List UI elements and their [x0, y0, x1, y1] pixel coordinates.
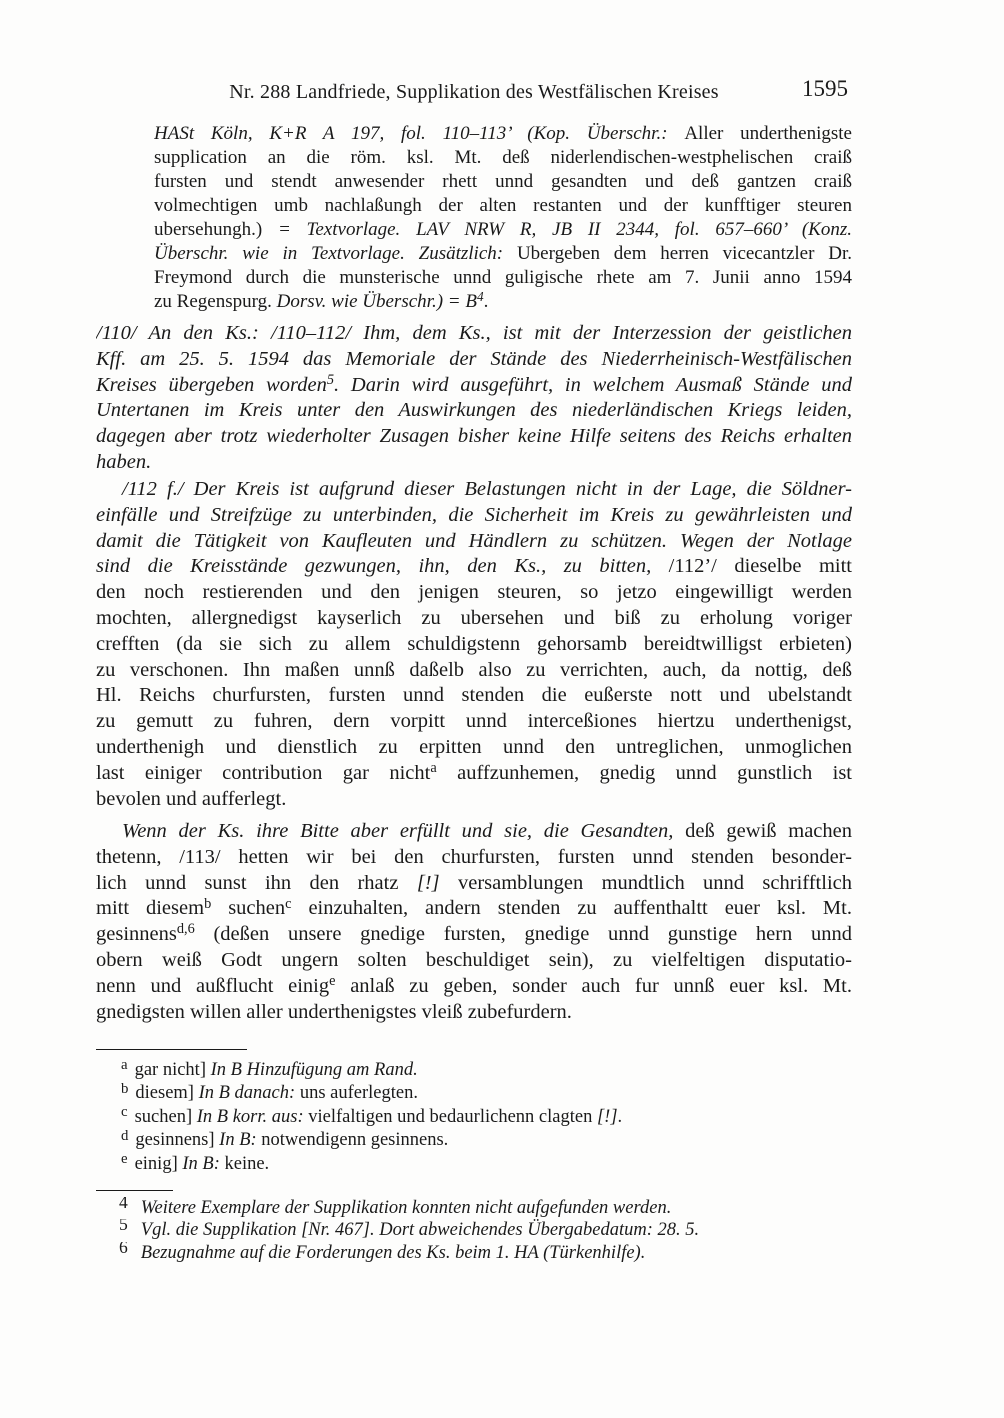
superscript-marker: d,6: [176, 922, 195, 938]
text-line: [96, 398, 852, 424]
text-segment: zu Regenspurg.: [154, 291, 277, 312]
running-title: Nr. 288 Landfriede, Supplikation des Westfälischen Kreises: [229, 81, 719, 103]
text-line: [96, 503, 852, 529]
text-line: [96, 632, 852, 658]
text-segment: Hl. Reichs churfursten, fursten unnd stenden die eußerste nott und ubelstandt: [96, 684, 852, 707]
text-line: [96, 1153, 852, 1176]
text-segment: In B:: [182, 1153, 225, 1174]
text-line: [96, 787, 852, 813]
text-line: [154, 290, 852, 314]
text-segment: Dorsv. wie Überschr.) = B: [276, 291, 477, 312]
superscript-marker: 6: [119, 1241, 128, 1257]
text-line: [154, 122, 852, 146]
text-segment: crefften (da sie sich zu allem schuldigstenn gehorsamb bereidtwilligst erbieten): [96, 632, 852, 655]
text-line: [96, 1219, 852, 1241]
text-line: [154, 266, 852, 290]
text-segment: (deßen unsere gnedige fursten, gnedige unnd gunstige hern unnd: [194, 923, 852, 946]
superscript-marker: 4: [119, 1197, 128, 1212]
text-line: [96, 1106, 852, 1129]
superscript-marker: e: [329, 973, 336, 989]
text-segment: suchen]: [134, 1106, 197, 1127]
text-line: [96, 896, 852, 922]
text-segment: nenn und außflucht einig: [96, 974, 330, 997]
text-line: [154, 170, 852, 194]
text-segment: Vgl. die Supplikation [Nr. 467]. Dort abweichendes Übergabedatum: 28. 5.: [140, 1220, 700, 1241]
text-line: [96, 974, 852, 1000]
text-segment: HASt Köln, K+R A 197, fol. 110–113’ (Kop. Überschr.:: [154, 123, 685, 144]
text-line: [96, 819, 852, 845]
text-line: [96, 709, 852, 735]
superscript-marker: 5: [119, 1219, 128, 1235]
text-segment: einzuhalten, andern stenden zu auffenthaltt euer ksl. Mt.: [291, 897, 852, 920]
text-segment: gar nicht]: [134, 1060, 211, 1080]
text-line: [96, 658, 852, 684]
text-line: [96, 922, 852, 948]
block-petition: [96, 477, 852, 812]
text-segment: .: [483, 291, 489, 312]
text-line: [96, 529, 852, 555]
text-segment: [!]: [596, 1106, 618, 1127]
text-segment: /112 f./ Der Kreis ist aufgrund dieser Belastungen nicht in der Lage, die Söldner-: [122, 478, 852, 500]
text-segment: /112’/ dieselbe mitt: [668, 555, 852, 578]
text-segment: Bezugnahme auf die Forderungen des Ks. beim 1. HA (Türkenhilfe).: [140, 1242, 646, 1263]
text-segment: dagegen aber trotz wiederholter Zusagen bisher keine Hilfe seitens des Reichs erhalten: [96, 425, 852, 448]
text-segment: vielfaltigen und bedaurlichenn clagten: [308, 1106, 597, 1127]
text-segment: In B korr. aus:: [196, 1106, 309, 1127]
text-segment: zu gemutt zu fuhren, dern vorpitt unnd interceßiones hiertzu underthenigst,: [96, 710, 852, 733]
text-segment: volmechtigen umb nachlaßungh der alten restanten und der kunfftiger steuren: [154, 195, 852, 216]
text-segment: In B:: [219, 1130, 262, 1151]
footnote-separator-rule-numbers: [96, 1190, 173, 1191]
text-line: [96, 683, 852, 709]
text-line: [154, 218, 852, 242]
text-segment: bevolen und aufferlegt.: [96, 787, 287, 810]
text-line: [96, 1129, 852, 1152]
text-segment: [!]: [416, 871, 440, 894]
text-line: [154, 242, 852, 266]
text-segment: Kff. am 25. 5. 1594 das Memoriale der Stände des Niederrheinisch-Westfälischen: [96, 347, 852, 370]
text-segment: haben.: [96, 450, 152, 473]
text-segment: Aller underthenigste: [684, 123, 852, 144]
text-segment: gesinnens: [96, 923, 177, 946]
text-segment: damit die Tätigkeit von Kaufleuten und Händlern zu schützen. Wegen der Notlage: [96, 529, 852, 552]
superscript-marker: a: [430, 760, 437, 776]
text-line: [96, 761, 852, 787]
text-line: [96, 477, 852, 503]
text-segment: lich unnd sunst ihn den rhatz: [96, 871, 417, 894]
superscript-marker: a: [121, 1059, 128, 1074]
text-segment: Wenn der Ks. ihre Bitte aber erfüllt und sie, die Gesandten,: [122, 820, 686, 842]
text-segment: mitt diesem: [96, 897, 205, 920]
text-segment: versamblungen mundtlich unnd schrifftlich: [439, 871, 852, 894]
text-segment: uns auferlegten.: [299, 1083, 418, 1104]
text-segment: Überschr. wie in Textvorlage. Zusätzlich:: [154, 243, 517, 264]
text-line: [154, 194, 852, 218]
superscript-marker: c: [121, 1105, 128, 1121]
text-segment: diesem]: [135, 1083, 199, 1104]
text-segment: thetenn, /113/ hetten wir bei den churfursten, fursten unnd stenden besonder-: [96, 845, 852, 868]
superscript-marker: 5: [326, 372, 334, 388]
block-source-note: [96, 122, 852, 314]
text-line: [96, 1197, 852, 1219]
block-footnotes-letters: [96, 1059, 852, 1176]
text-line: [96, 948, 852, 974]
text-segment: In B Hinzufügung am Rand.: [210, 1060, 418, 1080]
text-segment: mochten, allergnedigst kayserlich zu ubersehen und biß zu erholung voriger: [96, 606, 852, 629]
text-line: [96, 735, 852, 761]
text-line: [96, 1000, 852, 1026]
text-segment: Kreises übergeben worden: [96, 373, 327, 396]
text-line: [96, 580, 852, 606]
text-segment: Weitere Exemplare der Supplikation konnten nicht aufgefunden werden.: [140, 1198, 672, 1218]
text-segment: obern weiß Godt ungern solten beschuldiget sein), zu vielfeltigen disputatio-: [96, 948, 852, 971]
text-segment: auffzunhemen, gnedig unnd gunstlich ist: [436, 761, 852, 784]
text-segment: einig]: [134, 1153, 183, 1174]
text-segment: keine.: [224, 1153, 270, 1174]
block-summary: [96, 321, 852, 476]
text-segment: /110/ An den Ks.: /110–112/ Ihm, dem Ks., ist mit der Interzession der geistlichen: [96, 322, 852, 344]
text-line: [96, 373, 852, 399]
text-segment: notwendigenn gesinnens.: [261, 1130, 449, 1151]
text-segment: einfälle und Streifzüge zu unterbinden, die Sicherheit im Kreis zu gewährleisten und: [96, 503, 852, 526]
text-segment: deß gewiß machen: [685, 820, 852, 842]
text-segment: gesinnens]: [135, 1130, 220, 1151]
text-line: [154, 146, 852, 170]
text-segment: last einiger contribution gar nicht: [96, 761, 431, 784]
superscript-marker: d: [121, 1129, 129, 1144]
text-line: [96, 845, 852, 871]
text-segment: In B danach:: [198, 1083, 300, 1104]
text-line: [96, 1242, 852, 1264]
text-segment: Freymond durch die munsterische unnd guligische rhete am 7. Junii anno 1594: [154, 267, 852, 288]
footnote-separator-rule-letters: [96, 1049, 247, 1050]
text-line: [96, 606, 852, 632]
superscript-marker: 4: [476, 290, 484, 304]
superscript-marker: b: [204, 896, 212, 912]
text-segment: fursten und stendt anwesender rhett unnd gesandten und deß gantzen craiß: [154, 171, 852, 192]
text-line: [96, 1059, 852, 1082]
text-segment: supplication an die röm. ksl. Mt. deß niderlendischen-westphelischen craiß: [154, 147, 852, 168]
text-line: [96, 1082, 852, 1105]
block-closing: [96, 819, 852, 1025]
superscript-marker: e: [121, 1152, 128, 1168]
text-segment: .: [617, 1106, 623, 1127]
page-number: 1595: [802, 76, 848, 101]
text-line: [96, 450, 852, 476]
text-segment: = Textvorlage. LAV NRW R, JB II 2344, fol. 657–660’ (Konz.: [277, 219, 852, 240]
superscript-marker: c: [285, 896, 292, 912]
text-segment: . Darin wird ausgeführt, in welchem Ausmaß Stände und: [334, 373, 852, 396]
text-segment: zu verschonen. Ihn maßen unnß daßelb also zu verrichten, auch, da nottig, deß: [96, 658, 852, 681]
text-line: [96, 871, 852, 897]
text-segment: anlaß zu geben, sonder auch fur unnß euer ksl. Mt.: [335, 974, 852, 997]
text-segment: Untertanen im Kreis unter den Auswirkungen des niederländischen Kriegs leiden,: [96, 399, 852, 422]
text-segment: gnedigsten willen aller underthenigstes vleiß zubefurdern.: [96, 1000, 572, 1023]
superscript-marker: b: [121, 1082, 129, 1097]
block-footnotes-numbers: [96, 1197, 852, 1264]
text-segment: ubersehungh.): [154, 219, 278, 240]
text-segment: Ubergeben dem herren vicecantzler Dr.: [516, 243, 852, 264]
text-segment: sind die Kreisstände gezwungen, ihn, den Ks., zu bitten,: [96, 555, 669, 578]
text-segment: underthenigh und dienstlich zu erpitten unnd den untreglichen, unmoglichen: [96, 735, 852, 758]
text-segment: den noch restierenden und den jenigen steuren, so jetzo eingewilligt werden: [96, 581, 852, 604]
text-line: [96, 554, 852, 580]
text-line: [96, 424, 852, 450]
text-line: [96, 321, 852, 347]
text-segment: suchen: [211, 897, 286, 920]
running-header: [96, 76, 852, 104]
text-line: [96, 347, 852, 373]
